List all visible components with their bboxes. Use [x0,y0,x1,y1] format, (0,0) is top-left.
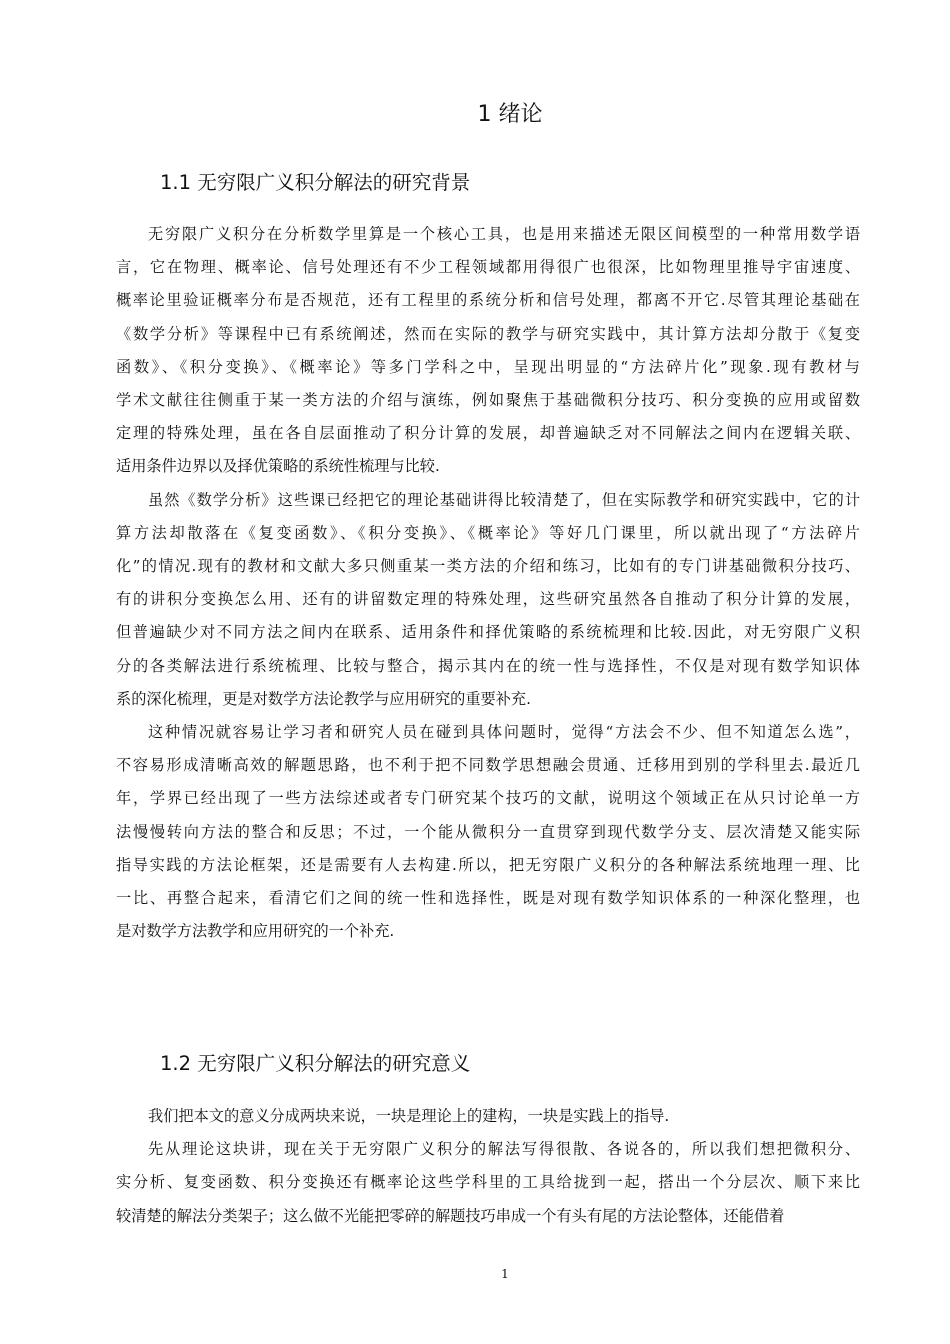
paragraph-line: 我们把本文的意义分成两块来说，一块是理论上的建构，一块是实践上的指导. [148,1107,670,1125]
section-title-1-2: 1.2 无穷限广义积分解法的研究意义 [160,1052,471,1075]
paragraph-line: 指导实践的方法论框架，还是需要有人去构建.所以，把无穷限广义积分的各种解法系统地理一理、比 [116,855,860,874]
paragraph [116,218,860,484]
paragraph [116,716,860,948]
paragraph-line: 是对数学方法教学和应用研究的一个补充. [116,922,395,941]
paragraph-line: 实分析、复变函数、积分变换还有概率论这些学科里的工具给拢到一起，搭出一个分层次、顺下来比 [116,1173,860,1192]
page-number: 1 [501,1267,509,1281]
section-1-2-body [116,1100,860,1233]
paragraph-line: 先从理论这块讲，现在关于无穷限广义积分的解法写得很散、各说各的，所以我们想把微积分、 [148,1140,860,1159]
paragraph-line: 《数学分析》等课程中已有系统阐述，然而在实际的教学与研究实践中，其计算方法却分散于《复变 [116,324,860,343]
paragraph-line: 分的各类解法进行系统梳理、比较与整合，揭示其内在的统一性与选择性，不仅是对现有数学知识体 [116,656,860,675]
paragraph-line: 较清楚的解法分类架子；这么做不光能把零碎的解题技巧串成一个有头有尾的方法论整体，还能借着 [116,1206,785,1225]
paragraph-line: 年，学界已经出现了一些方法综述或者专门研究某个技巧的文献，说明这个领域正在从只讨论单一方 [116,789,860,808]
paragraph-line: 定理的特殊处理，虽在各自层面推动了积分计算的发展，却普遍缺乏对不同解法之间内在逻辑关联、 [116,424,860,443]
paragraph-line: 有的讲积分变换怎么用、还有的讲留数定理的特殊处理，这些研究虽然各自推动了积分计算的发展， [116,590,860,609]
chapter-title: 1 绪论 [477,102,543,127]
paragraph-line: 系的深化梳理，更是对数学方法论教学与应用研究的重要补充. [116,689,531,708]
paragraph-line: 虽然《数学分析》这些课已经把它的理论基础讲得比较清楚了，但在实际教学和研究实践中，它的计 [148,490,860,509]
section-title-1-1: 1.1 无穷限广义积分解法的研究背景 [160,171,471,194]
paragraph-line: 化”的情况.现有的教材和文献大多只侧重某一类方法的介绍和练习，比如有的专门讲基础微积分技巧、 [116,557,860,576]
paragraph [116,484,860,716]
paragraph [116,1133,860,1233]
paragraph [116,1100,860,1133]
section-1-1-body [116,218,860,948]
paragraph-line: 算方法却散落在《复变函数》、《积分变换》、《概率论》等好几门课里，所以就出现了“方法碎片 [116,523,860,542]
paragraph-line: 概率论里验证概率分布是否规范，还有工程里的系统分析和信号处理，都离不开它.尽管其理论基础在 [116,291,860,310]
paragraph-line: 不容易形成清晰高效的解题思路，也不利于把不同数学思想融会贯通、迁移用到别的学科里去.最近几 [116,756,860,775]
paragraph-line: 一比、再整合起来，看清它们之间的统一性和选择性，既是对现有数学知识体系的一种深化整理，也 [116,889,860,908]
paragraph-line: 适用条件边界以及择优策略的系统性梳理与比较. [116,457,440,476]
paragraph-line: 无穷限广义积分在分析数学里算是一个核心工具，也是用来描述无限区间模型的一种常用数学语 [148,225,860,243]
paragraph-line: 学术文献往往侧重于某一类方法的介绍与演练，例如聚焦于基础微积分技巧、积分变换的应用或留数 [116,391,860,410]
paragraph-line: 但普遍缺少对不同方法之间内在联系、适用条件和择优策略的系统梳理和比较.因此，对无穷限广义积 [116,623,860,642]
paragraph-line: 言，它在物理、概率论、信号处理还有不少工程领域都用得很广也很深，比如物理里推导宇宙速度、 [116,258,860,277]
paragraph-line: 这种情况就容易让学习者和研究人员在碰到具体问题时，觉得“方法会不少、但不知道怎么选”， [148,723,860,742]
paragraph-line: 函数》、《积分变换》、《概率论》等多门学科之中，呈现出明显的“方法碎片化”现象.现有教材与 [116,357,860,376]
paragraph-line: 法慢慢转向方法的整合和反思；不过，一个能从微积分一直贯穿到现代数学分支、层次清楚又能实际 [116,822,860,841]
